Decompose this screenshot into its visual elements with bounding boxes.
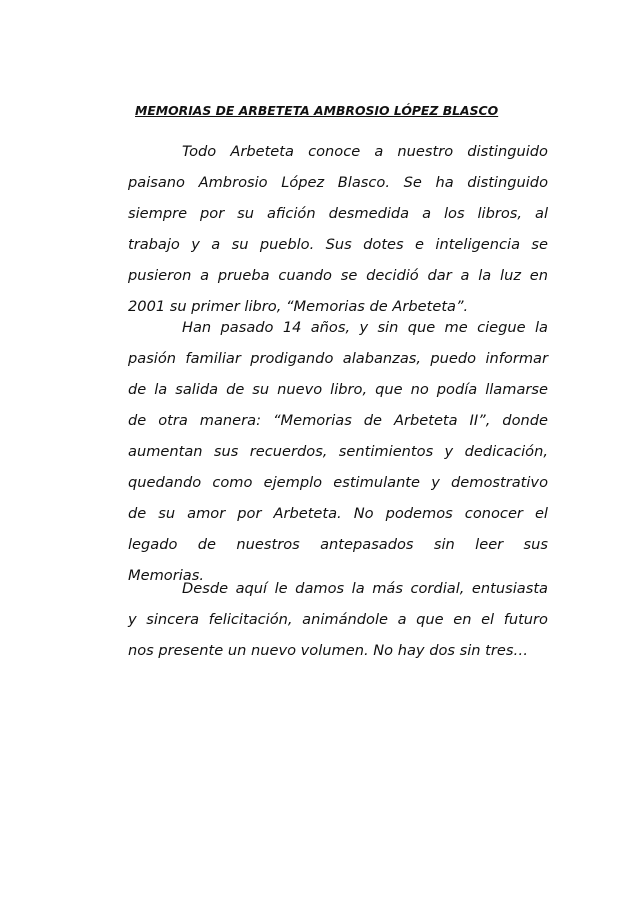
paragraph-line: trabajo y a su pueblo. Sus dotes e inteligencia se: [128, 236, 548, 253]
paragraph-3: [128, 573, 548, 666]
paragraph-2: [128, 312, 548, 591]
paragraph-line: siempre por su afición desmedida a los libros, al: [128, 205, 548, 222]
document-title: MEMORIAS DE ARBETETA AMBROSIO LÓPEZ BLASCO: [135, 103, 499, 118]
paragraph-1: [128, 136, 548, 322]
paragraph-line: aumentan sus recuerdos, sentimientos y dedicación,: [128, 443, 548, 460]
paragraph-line: paisano Ambrosio López Blasco. Se ha distinguido: [128, 174, 548, 191]
paragraph-line: y sincera felicitación, animándole a que en el futuro: [128, 611, 548, 628]
paragraph-line: 2001 su primer libro, “Memorias de Arbeteta”.: [128, 298, 469, 315]
paragraph-line: Todo Arbeteta conoce a nuestro distinguido: [182, 143, 548, 160]
paragraph-line: pusieron a prueba cuando se decidió dar a la luz en: [128, 267, 548, 284]
paragraph-line: Memorias.: [128, 567, 204, 584]
paragraph-line: Desde aquí le damos la más cordial, entusiasta: [182, 580, 548, 597]
paragraph-line: quedando como ejemplo estimulante y demostrativo: [128, 474, 548, 491]
paragraph-line: pasión familiar prodigando alabanzas, puedo informar: [128, 350, 548, 367]
paragraph-line: de la salida de su nuevo libro, que no podía llamarse: [128, 381, 548, 398]
paragraph-line: legado de nuestros antepasados sin leer sus: [128, 536, 548, 553]
paragraph-line: Han pasado 14 años, y sin que me ciegue la: [182, 319, 548, 336]
paragraph-line: de su amor por Arbeteta. No podemos conocer el: [128, 505, 548, 522]
paragraph-line: de otra manera: “Memorias de Arbeteta II”, donde: [128, 412, 548, 429]
paragraph-line: nos presente un nuevo volumen. No hay dos sin tres…: [128, 642, 529, 659]
